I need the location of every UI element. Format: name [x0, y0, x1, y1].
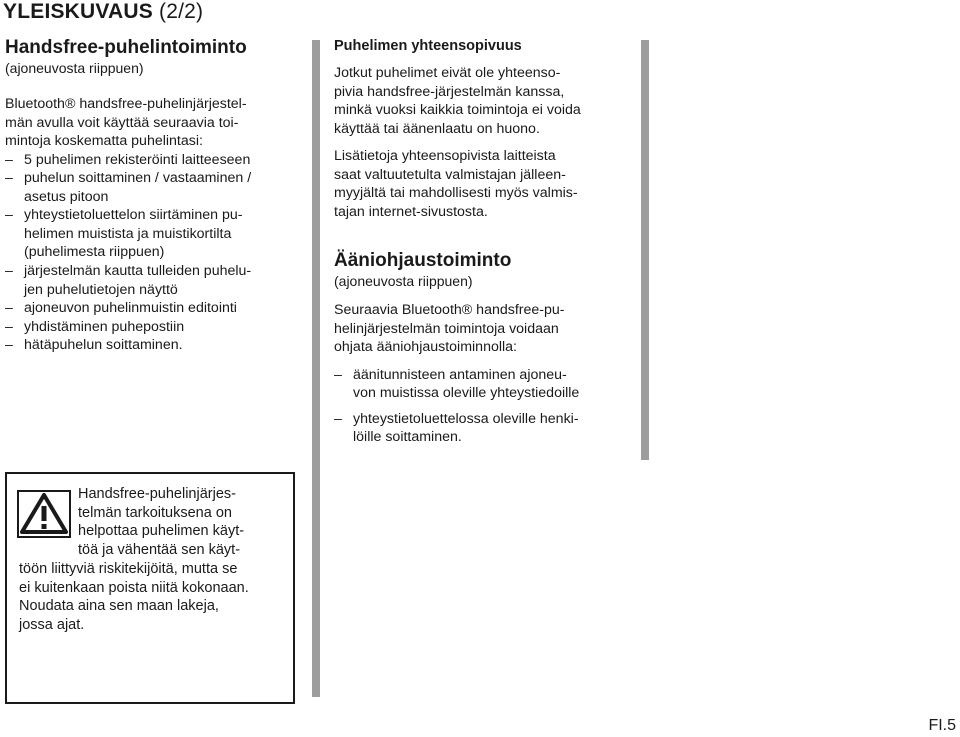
list-item: – hätäpuhelun soittaminen. — [5, 336, 301, 355]
page-number: FI.5 — [928, 717, 956, 734]
handsfree-section-title: Handsfree-puhelintoiminto — [5, 37, 247, 58]
list-item: – yhteystietoluettelon siirtäminen pu- helimen muistista ja muistikortilta (puhelimesta riippuen) — [5, 206, 301, 262]
list-item: – puhelun soittaminen / vastaaminen / asetus pitoon — [5, 169, 301, 206]
warning-text: Handsfree-puhelinjärjes- telmän tarkoituksena on helpottaa puhelimen käyt- töä ja vähentää sen käyt- töön liittyviä riskitekijöitä, mutta se ei kuitenkaan poista niitä kokonaan. Noudata aina sen maan lakeja, jossa ajat. — [19, 486, 249, 633]
voice-control-list — [334, 366, 629, 447]
list-item: – yhteystietoluettelossa oleville henki- löille soittaminen. — [334, 410, 629, 447]
column-divider-right — [641, 40, 649, 460]
list-item: – yhdistäminen puhepostiin — [5, 318, 301, 337]
list-item: – äänitunnisteen antaminen ajoneu- von muistissa oleville yhteystiedoille — [334, 366, 629, 403]
intro-line: män avulla voit käyttää seuraavia toi- — [5, 114, 239, 131]
page-title — [3, 0, 203, 24]
list-item: – ajoneuvon puhelinmuistin editointi — [5, 299, 301, 318]
voice-control-intro: Seuraavia Bluetooth® handsfree-pu- helinjärjestelmän toimintoja voidaan ohjata ääniohjaustoiminnolla: — [334, 302, 565, 355]
handsfree-section-subtitle: (ajoneuvosta riippuen) — [5, 60, 144, 76]
intro-line: Bluetooth® handsfree-puhelinjärjestel- — [5, 96, 247, 112]
page-title-text: YLEISKUVAUS — [3, 0, 153, 23]
left-column — [5, 37, 301, 355]
page-indicator: (2/2) — [159, 0, 204, 23]
compatibility-paragraph-2: Lisätietoja yhteensopivista laitteista saat valtuutetulta valmistajan jälleen- myyjältä tai mahdollisesti myös valmis- tajan internet-sivustosta. — [334, 148, 578, 220]
column-divider-left — [312, 40, 320, 697]
handsfree-intro — [5, 95, 301, 151]
warning-box — [5, 472, 295, 704]
list-item: – 5 puhelimen rekisteröinti laitteeseen — [5, 151, 301, 170]
voice-control-title: Ääniohjaustoiminto — [334, 250, 512, 271]
list-item: – järjestelmän kautta tulleiden puhelu- jen puhelutietojen näyttö — [5, 262, 301, 299]
intro-line: mintoja koskematta puhelintasi: — [5, 133, 203, 149]
handsfree-feature-list — [5, 151, 301, 356]
voice-control-subtitle: (ajoneuvosta riippuen) — [334, 273, 473, 289]
right-column — [334, 37, 629, 447]
compatibility-title: Puhelimen yhteensopivuus — [334, 38, 522, 54]
compatibility-paragraph-1: Jotkut puhelimet eivät ole yhteenso- pivia handsfree-järjestelmän kanssa, minkä vuoksi kaikkia toimintoja ei voida käyttää tai äänenlaatu on huono. — [334, 65, 581, 137]
